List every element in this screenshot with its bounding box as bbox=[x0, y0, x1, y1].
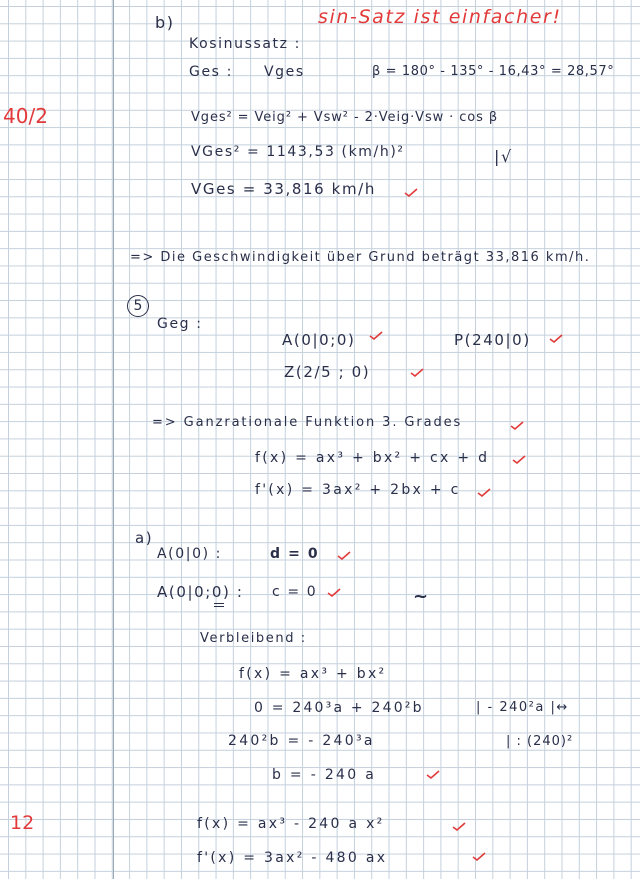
f-equation: f(x) = ax³ + bx² + cx + d bbox=[255, 450, 490, 466]
checkmark-icon bbox=[337, 551, 351, 560]
checkmark-icon bbox=[404, 188, 418, 197]
margin-line bbox=[113, 0, 114, 879]
teacher-remark: sin-Satz ist einfacher! bbox=[318, 6, 562, 28]
part-a-label: a) bbox=[135, 529, 154, 547]
remaining-eq1: f(x) = ax³ + bx² bbox=[239, 666, 387, 682]
checkmark-icon bbox=[452, 822, 466, 831]
checkmark-icon bbox=[512, 455, 526, 464]
ges-label: Ges : bbox=[189, 64, 233, 80]
tilde-mark: ~ bbox=[413, 586, 430, 607]
task-number: 5 bbox=[127, 295, 149, 317]
point-p: P(240|0) bbox=[454, 331, 531, 349]
square-line: VGes² = 1143,53 (km/h)² bbox=[191, 144, 405, 160]
part-b-label: b) bbox=[155, 13, 175, 32]
point-z: Z(2/5 ; 0) bbox=[284, 363, 371, 381]
underline bbox=[214, 603, 224, 604]
ges-variable: Vges bbox=[264, 64, 305, 80]
kosinussatz-heading: Kosinussatz : bbox=[189, 36, 301, 52]
checkmark-icon bbox=[472, 852, 486, 861]
margin-score-top: 40/2 bbox=[3, 104, 48, 128]
remaining-eq4: b = - 240 a bbox=[272, 767, 377, 783]
geg-label: Geg : bbox=[157, 316, 203, 332]
margin-score-bottom: 12 bbox=[10, 812, 35, 834]
result-line: VGes = 33,816 km/h bbox=[191, 180, 376, 198]
fprime-equation: f'(x) = 3ax² + 2bx + c bbox=[255, 482, 461, 498]
checkmark-icon bbox=[549, 334, 563, 343]
condition1-left: A(0|0) : bbox=[157, 546, 222, 562]
remaining-eq6: f'(x) = 3ax² - 480 ax bbox=[197, 850, 388, 866]
remaining-eq5: f(x) = ax³ - 240 a x² bbox=[197, 816, 385, 832]
remaining-heading: Verbleibend : bbox=[200, 631, 307, 646]
condition2-right: c = 0 bbox=[272, 584, 318, 600]
remaining-eq3: 240²b = - 240³a bbox=[228, 733, 375, 749]
remaining-eq2-operation: | - 240²a |↔ bbox=[476, 700, 569, 715]
remaining-eq2: 0 = 240³a + 240²b bbox=[254, 700, 424, 716]
checkmark-icon bbox=[477, 488, 491, 497]
checkmark-icon bbox=[369, 331, 383, 340]
underline bbox=[214, 606, 224, 607]
condition1-right: d = 0 bbox=[270, 546, 320, 562]
remaining-eq3-operation: | : (240)² bbox=[506, 734, 574, 749]
checkmark-icon bbox=[510, 421, 524, 430]
sqrt-note: |√ bbox=[494, 147, 513, 166]
condition2-left: A(0|0;0) : bbox=[157, 583, 244, 601]
conclusion-line: => Die Geschwindigkeit über Grund beträgt 33,816 km/h. bbox=[130, 250, 591, 265]
beta-equation: β = 180° - 135° - 16,43° = 28,57° bbox=[372, 64, 615, 79]
cosine-law-line: Vges² = Veig² + Vsw² - 2·Veig·Vsw · cos β bbox=[191, 110, 499, 125]
checkmark-icon bbox=[410, 368, 424, 377]
checkmark-icon bbox=[327, 588, 341, 597]
checkmark-icon bbox=[426, 770, 440, 779]
function-type-line: => Ganzrationale Funktion 3. Grades bbox=[152, 415, 463, 430]
point-a: A(0|0;0) bbox=[282, 331, 356, 349]
